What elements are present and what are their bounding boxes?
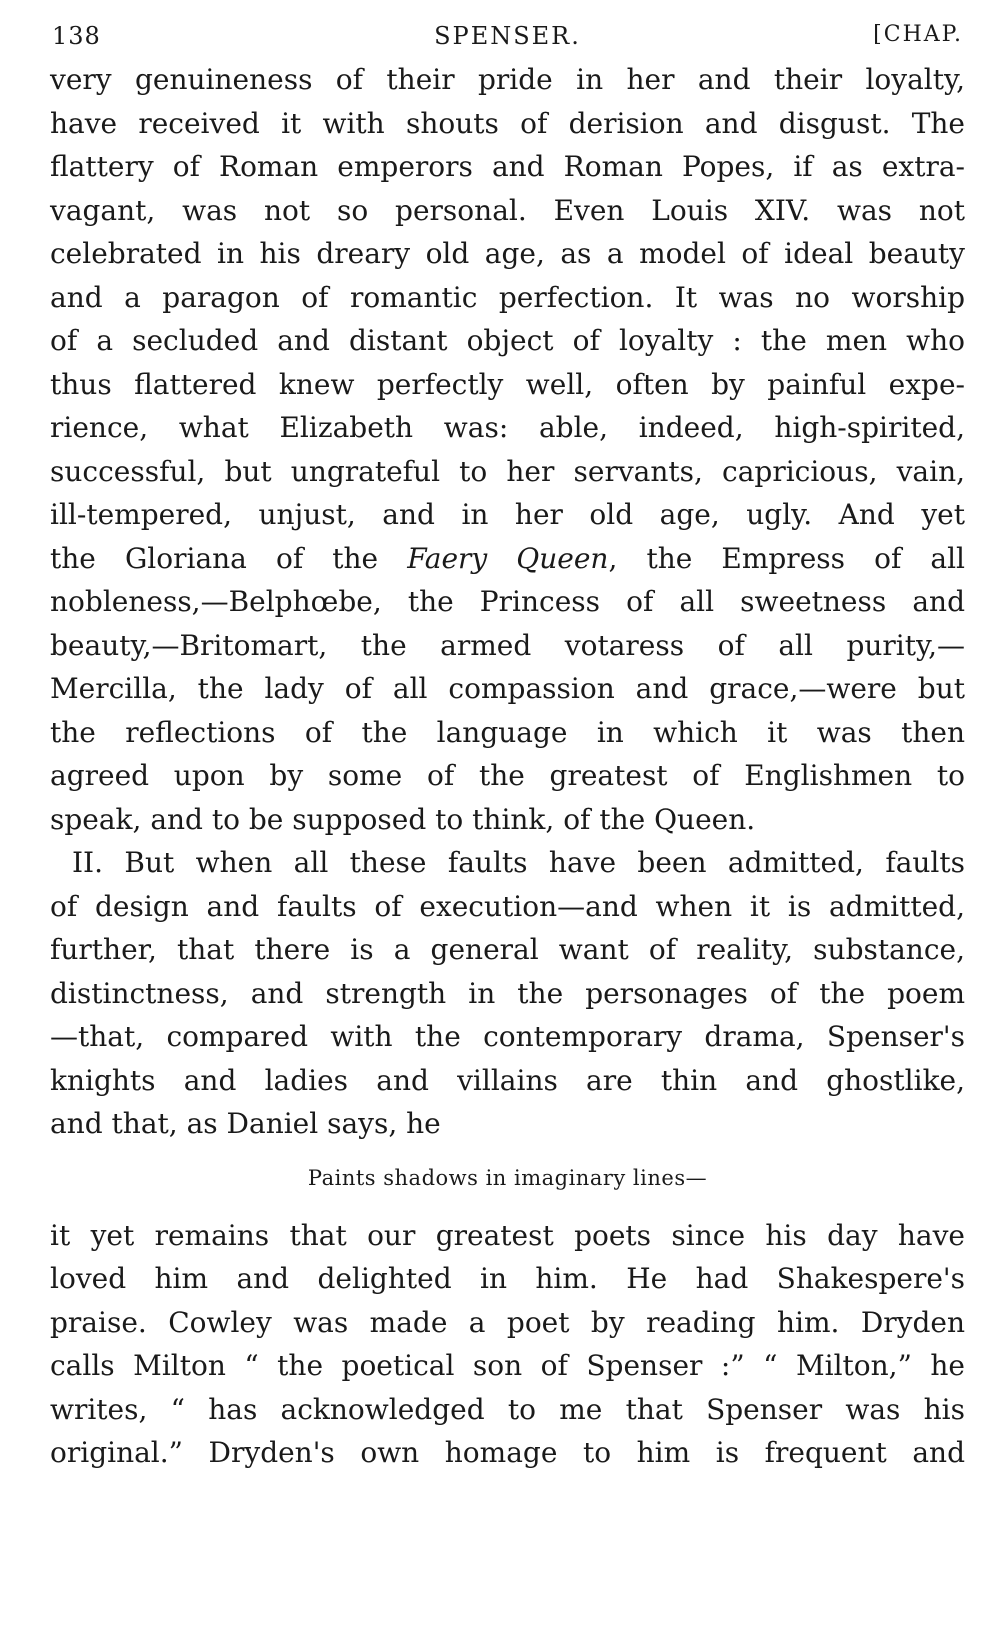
text-fragment: the Gloriana of the <box>50 541 408 575</box>
text-line: praise. Cowley was made a poet by reading him. Dryden <box>50 1305 965 1339</box>
text-line-faery-queen <box>50 537 965 581</box>
text-line: flattery of Roman emperors and Roman Popes, if as extra- <box>50 150 965 183</box>
page-number: 138 <box>52 22 101 50</box>
text-line: II. But when all these faults have been admitted, faults <box>72 846 965 879</box>
text-line: successful, but ungrateful to her servants, capricious, vain, <box>50 454 965 488</box>
text-line: knights and ladies and villains are thin and ghostlike, <box>50 1063 965 1097</box>
text-line: thus flattered knew perfectly well, often by painful expe- <box>50 367 965 401</box>
text-line: very genuineness of their pride in her and their loyalty, <box>50 63 965 96</box>
paragraph-3 <box>50 1214 965 1475</box>
text-line: —that, compared with the contemporary drama, Spenser's <box>50 1020 965 1053</box>
text-line: nobleness,—Belphœbe, the Princess of all sweetness and <box>50 585 965 618</box>
text-line: celebrated in his dreary old age, as a model of ideal beauty <box>50 237 965 270</box>
text-line: further, that there is a general want of reality, substance, <box>50 933 965 966</box>
text-line: and a paragon of romantic perfection. It was no worship <box>50 280 965 314</box>
text-line: ill-tempered, unjust, and in her old age, ugly. And yet <box>50 498 965 531</box>
text-line: vagant, was not so personal. Even Louis XIV. was not <box>50 193 965 227</box>
paragraph-1 <box>50 58 965 841</box>
text-fragment: , the Empress of all <box>608 541 965 575</box>
chapter-mark: [CHAP. <box>873 22 963 47</box>
text-line: loved him and delighted in him. He had Shakespere's <box>50 1262 965 1295</box>
text-line: have received it with shouts of derision and disgust. The <box>50 106 965 140</box>
paragraph-2 <box>50 841 965 1146</box>
text-line: agreed upon by some of the greatest of Englishmen to <box>50 759 965 792</box>
verse-quotation: Paints shadows in imaginary lines— <box>307 1165 708 1190</box>
text-line: calls Milton “ the poetical son of Spenser :” “ Milton,” he <box>50 1349 965 1382</box>
text-line: speak, and to be supposed to think, of the Queen. <box>50 802 756 836</box>
text-line: of a secluded and distant object of loyalty : the men who <box>50 324 965 357</box>
running-title: SPENSER. <box>434 22 581 50</box>
book-page <box>50 18 965 1475</box>
text-line: distinctness, and strength in the personages of the poem <box>50 976 965 1010</box>
text-line: and that, as Daniel says, he <box>50 1107 441 1140</box>
text-line: of design and faults of execution—and when it is admitted, <box>50 889 965 923</box>
running-header <box>50 18 965 58</box>
text-line: Mercilla, the lady of all compassion and grace,—were but <box>50 672 965 705</box>
text-line: it yet remains that our greatest poets since his day have <box>50 1218 965 1252</box>
text-line: writes, “ has acknowledged to me that Spenser was his <box>50 1392 965 1426</box>
text-line: rience, what Elizabeth was: able, indeed, high-spirited, <box>50 411 965 444</box>
text-line: beauty,—Britomart, the armed votaress of all purity,— <box>50 628 965 662</box>
book-title-italic: Faery Queen <box>407 541 609 575</box>
text-line: the reflections of the language in which it was then <box>50 715 965 749</box>
text-line: original.” Dryden's own homage to him is frequent and <box>50 1436 965 1469</box>
